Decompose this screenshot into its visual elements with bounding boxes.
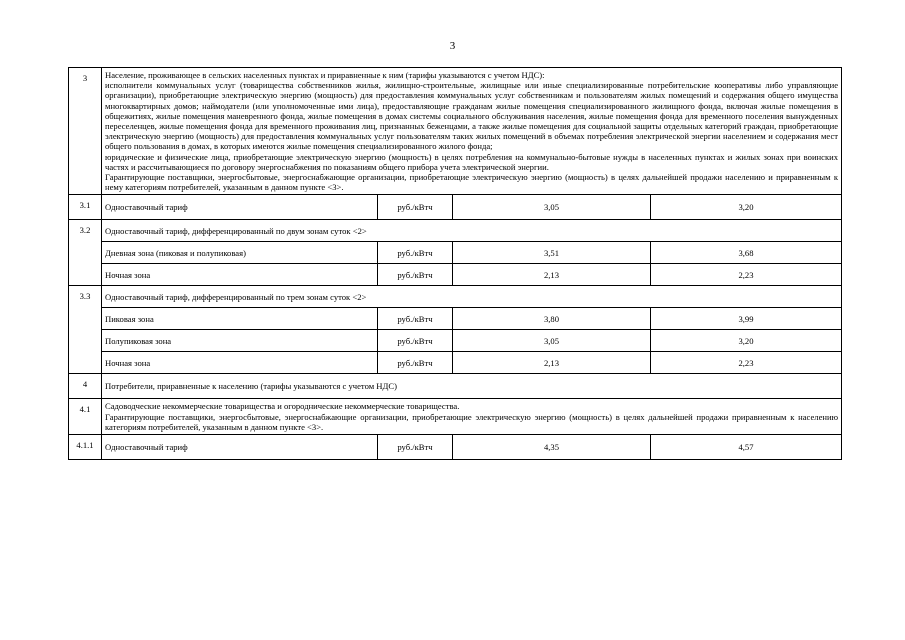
tariff-table: [68, 67, 842, 460]
section-4-row: [69, 374, 842, 399]
tariff-name: Дневная зона (пиковая и полупиковая): [102, 242, 378, 264]
tariff-name: Ночная зона: [102, 264, 378, 286]
tariff-name: Одноставочный тариф: [102, 195, 378, 220]
tariff-row: [69, 308, 842, 330]
value-period-2: 2,23: [651, 352, 842, 374]
row-number: 3.3: [69, 286, 102, 374]
row-number: 4.1: [69, 399, 102, 435]
value-period-2: 3,20: [651, 195, 842, 220]
row-number: 3.2: [69, 220, 102, 286]
tariff-name: Одноставочный тариф: [102, 435, 378, 460]
section-3-description: [102, 68, 842, 195]
unit-cell: руб./кВтч: [378, 352, 453, 374]
paragraph: юридические и физические лица, приобретающие электрическую энергию (мощность) в целях потребления на коммунально-бытовые нужды в населенных пунктах и жилых зонах при воинских частях и рассчитывающиеся по договору энергоснабжения по показаниям общего прибора учета электрической энергии.: [105, 151, 839, 172]
value-period-2: 3,99: [651, 308, 842, 330]
row-number: 4.1.1: [69, 435, 102, 460]
value-period-2: 3,20: [651, 330, 842, 352]
unit-cell: руб./кВтч: [378, 264, 453, 286]
tariff-row: [69, 264, 842, 286]
section-3-row: [69, 68, 842, 195]
value-period-2: 4,57: [651, 435, 842, 460]
paragraph: Население, проживающее в сельских населенных пунктах и приравненные к ним (тарифы указываются с учетом НДС):: [105, 70, 545, 80]
paragraph: исполнители коммунальных услуг (товарищества собственников жилья, жилищно-строительные, жилищные или иные специализированные потребительские кооперативы либо управляющие организации), приобретающие электрическую энергию (мощность) для предоставления коммунальных услуг собственникам и пользователям жилых помещений и содержания общего имущества многоквартирных домов; наймодатели (или уполномоченные ими лица), предоставляющие гражданам жилые помещения специализированного жилищного фонда, включая жилые помещения в общежитиях, жилые помещения маневренного фонда, жилые помещения в домах системы социального обслуживания населения, жилые помещения фонда для временного поселения вынужденных переселенцев, жилые помещения фонда для временного проживания лиц, признанных беженцами, а также жилые помещения для социальной защиты отдельных категорий граждан, приобретающие электрическую энергию (мощность) для предоставления коммунальных услуг пользователям таких жилых помещений в объемах потребления электрической энергии населением и содержания мест общего пользования в домах, в которых имеются жилые помещения специализированного жилого фонда;: [105, 80, 839, 152]
tariff-name: Полупиковая зона: [102, 330, 378, 352]
paragraph: Гарантирующие поставщики, энергосбытовые, энергоснабжающие организации, приобретающие электрическую энергию (мощность) в целях дальнейшей продажи населению и приравненным к нему категориям потребителей, указанным в данном пункте <3>.: [105, 172, 839, 193]
section-4-1-description: [102, 399, 842, 435]
tariff-group-3-2: [69, 220, 842, 242]
unit-cell: руб./кВтч: [378, 195, 453, 220]
row-number: 4: [69, 374, 102, 399]
value-period-1: 4,35: [453, 435, 651, 460]
row-number: 3.1: [69, 195, 102, 220]
unit-cell: руб./кВтч: [378, 242, 453, 264]
value-period-1: 3,51: [453, 242, 651, 264]
value-period-1: 3,80: [453, 308, 651, 330]
page-number: 3: [449, 40, 456, 52]
tariff-row: [69, 352, 842, 374]
section-title: Потребители, приравненные к населению (тарифы указываются с учетом НДС): [102, 374, 842, 399]
group-title: Одноставочный тариф, дифференцированный по трем зонам суток <2>: [102, 286, 842, 308]
value-period-1: 3,05: [453, 195, 651, 220]
tariff-row-3-1: [69, 195, 842, 220]
value-period-2: 2,23: [651, 264, 842, 286]
paragraph: Садоводческие некоммерческие товарищества и огороднические некоммерческие товарищества.: [105, 401, 460, 412]
value-period-2: 3,68: [651, 242, 842, 264]
paragraph: Гарантирующие поставщики, энергосбытовые, энергоснабжающие организации, приобретающие электрическую энергию (мощность) в целях дальнейшей продажи приравненным к населению категориям потребителей, указанным в данном пункте <3>.: [105, 411, 839, 432]
group-title: Одноставочный тариф, дифференцированный по двум зонам суток <2>: [102, 220, 842, 242]
unit-cell: руб./кВтч: [378, 435, 453, 460]
tariff-row: [69, 242, 842, 264]
tariff-row: [69, 330, 842, 352]
tariff-name: Пиковая зона: [102, 308, 378, 330]
tariff-group-3-3: [69, 286, 842, 308]
unit-cell: руб./кВтч: [378, 308, 453, 330]
tariff-name: Ночная зона: [102, 352, 378, 374]
section-4-1-row: [69, 399, 842, 435]
tariff-row-4-1-1: [69, 435, 842, 460]
value-period-1: 2,13: [453, 352, 651, 374]
value-period-1: 2,13: [453, 264, 651, 286]
row-number: 3: [69, 68, 102, 195]
unit-cell: руб./кВтч: [378, 330, 453, 352]
value-period-1: 3,05: [453, 330, 651, 352]
